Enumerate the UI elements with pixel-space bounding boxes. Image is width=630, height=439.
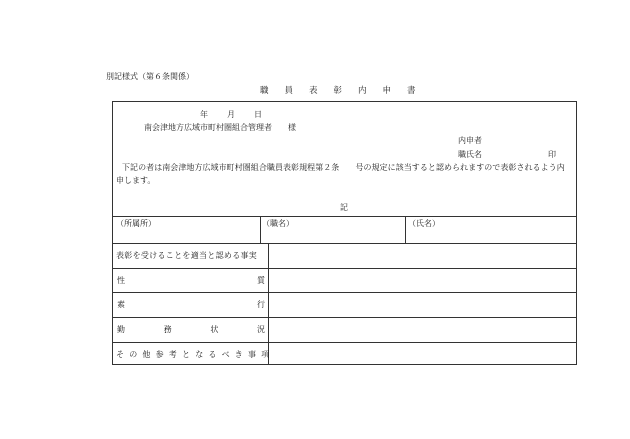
row-divider <box>112 292 577 293</box>
col-divider <box>260 216 261 243</box>
form-title: 職員表彰内申書 <box>260 86 432 96</box>
other-label: その他参考となるべき事項 <box>116 350 275 359</box>
label-char: 質 <box>257 276 265 285</box>
label-char: 行 <box>257 300 265 309</box>
affiliation-header: （所属所） <box>116 219 156 228</box>
label-column-divider <box>268 243 269 365</box>
row-divider <box>112 268 577 269</box>
post-header: （職名） <box>262 219 294 228</box>
seal-label: 印 <box>548 150 556 159</box>
applicant-label: 内申者 <box>458 136 482 145</box>
row-divider <box>112 317 577 318</box>
body-text-line-1: 下記の者は南会津地方広域市町村圏組合職員表彰規程第２条 号の規定に該当すると認められますので表彰されるよう内 <box>122 163 565 172</box>
form-reference: 別記様式（第６条関係） <box>106 72 194 81</box>
character-label <box>117 276 265 286</box>
row-divider <box>112 243 577 244</box>
row-divider <box>112 216 577 217</box>
col-divider <box>405 216 406 243</box>
label-char: 務 <box>163 325 172 334</box>
ki-heading: 記 <box>340 203 348 212</box>
position-name-label: 職氏名 <box>458 150 482 159</box>
name-header: （氏名） <box>408 219 440 228</box>
reason-label: 表彰を受けることを適当と認める事実 <box>116 251 258 260</box>
label-char: 素 <box>117 300 125 309</box>
label-char: 状 <box>210 325 219 334</box>
label-char: 性 <box>117 276 125 285</box>
work-label <box>117 325 265 335</box>
addressee: 南会津地方広域市町村圏組合管理者 様 <box>144 123 296 132</box>
label-char: 況 <box>256 325 265 334</box>
body-text-line-2: 申します。 <box>116 176 156 185</box>
label-char: 勤 <box>117 325 125 334</box>
conduct-label <box>117 300 265 310</box>
date-line: 年 月 日 <box>200 110 263 119</box>
row-divider <box>112 342 577 343</box>
